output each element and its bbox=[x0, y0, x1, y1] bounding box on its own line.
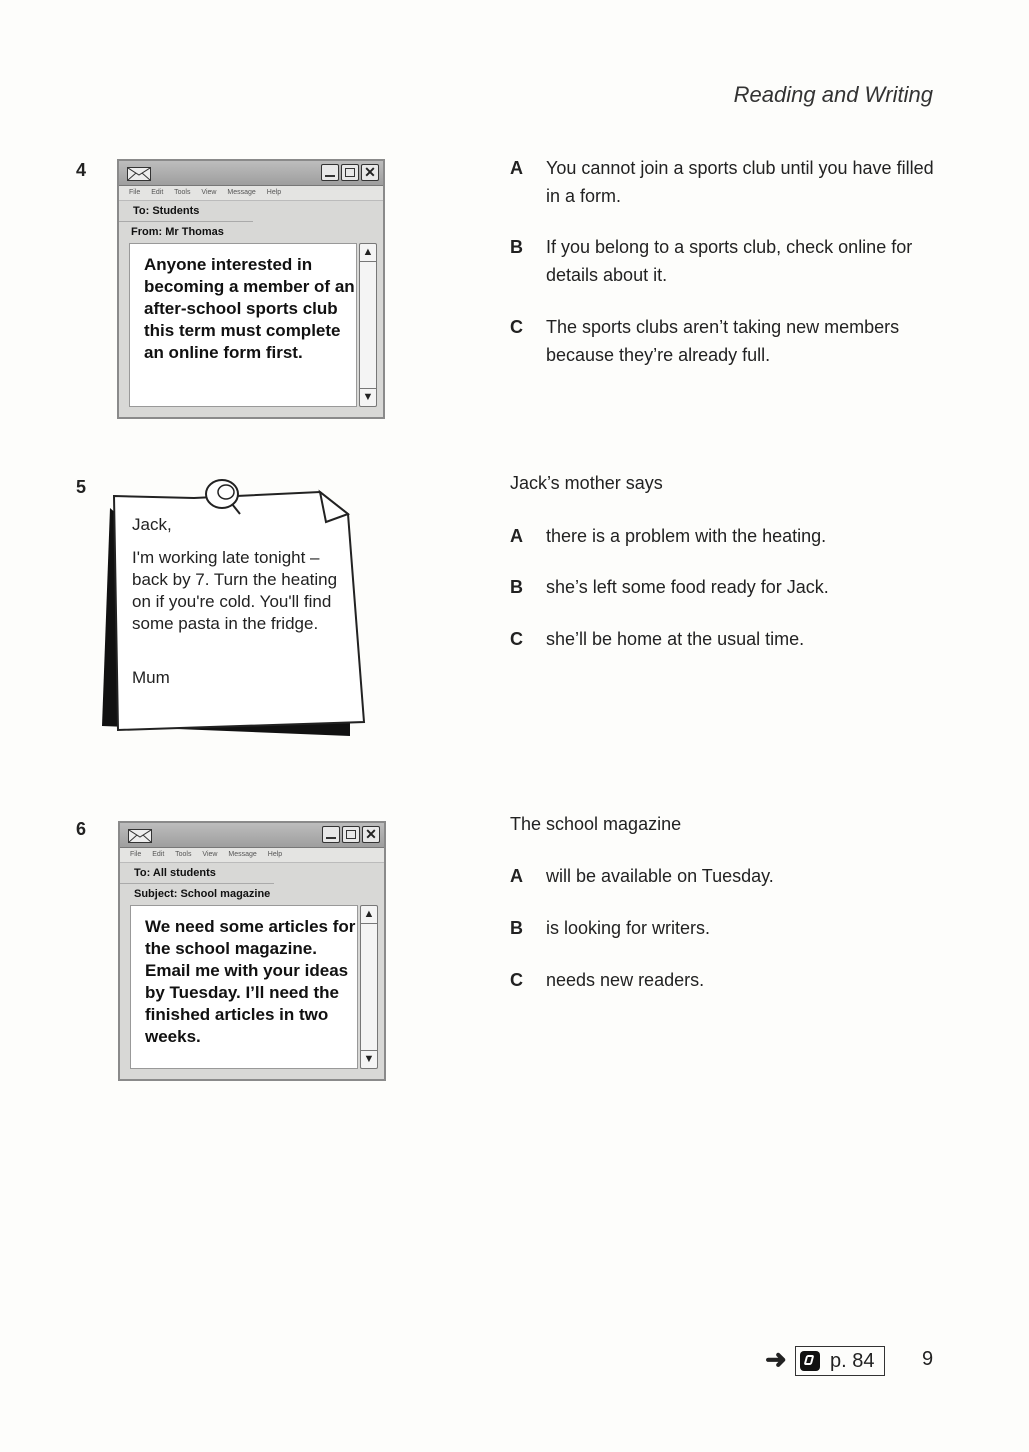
note-body: I'm working late tonight – back by 7. Turn the heating on if you're cold. You'll find some pasta in the fridge. bbox=[132, 548, 338, 633]
note-greeting: Jack, bbox=[132, 515, 172, 534]
option-text: You cannot join a sports club until you have filled in a form. bbox=[546, 158, 934, 206]
email-menubar bbox=[119, 186, 383, 201]
menu-file[interactable]: File bbox=[129, 189, 141, 196]
menu-help[interactable]: Help bbox=[267, 851, 283, 858]
note-signature: Mum bbox=[132, 668, 170, 687]
menu-help[interactable]: Help bbox=[266, 189, 282, 196]
menu-view[interactable]: View bbox=[202, 851, 218, 858]
menu-edit[interactable]: Edit bbox=[151, 189, 164, 196]
arrow-right-icon: ➜ bbox=[765, 1344, 787, 1374]
option-text: there is a problem with the heating. bbox=[546, 526, 827, 546]
email-window-q6 bbox=[118, 821, 386, 1081]
email-subject-line: Subject: School magazine bbox=[134, 888, 271, 900]
option-letter: C bbox=[510, 970, 523, 990]
email-scrollbar[interactable] bbox=[360, 905, 378, 1069]
menu-message[interactable]: Message bbox=[228, 851, 257, 858]
menu-file[interactable]: File bbox=[130, 851, 142, 858]
email-window-q4 bbox=[117, 159, 385, 419]
option-text: The sports clubs aren’t taking new members because they’re already full. bbox=[546, 317, 900, 365]
minimize-icon[interactable] bbox=[322, 826, 340, 843]
option-letter: A bbox=[510, 158, 523, 178]
close-icon[interactable]: ✕ bbox=[362, 826, 380, 843]
chevron-up-icon[interactable]: ▲ bbox=[360, 244, 376, 262]
menu-tools[interactable]: Tools bbox=[174, 189, 191, 196]
envelope-icon bbox=[128, 829, 152, 843]
option-text: needs new readers. bbox=[546, 970, 705, 990]
option-letter: A bbox=[510, 866, 523, 886]
email-from-line: From: Mr Thomas bbox=[131, 226, 224, 238]
option-text: If you belong to a sports club, check online for details about it. bbox=[546, 237, 913, 285]
option-text: she’s left some food ready for Jack. bbox=[546, 577, 829, 597]
option-letter: A bbox=[510, 526, 523, 546]
option-letter: B bbox=[510, 577, 523, 597]
email-menubar bbox=[120, 848, 384, 863]
option-text: will be available on Tuesday. bbox=[546, 866, 774, 886]
envelope-icon bbox=[127, 167, 151, 181]
question-stem-6: The school magazine bbox=[510, 814, 682, 834]
email-titlebar bbox=[119, 161, 383, 186]
email-body: Anyone interested in becoming a member of an after-school sports club this term must complete an online form first. bbox=[129, 243, 357, 407]
reference-page: p. 84 bbox=[830, 1350, 875, 1372]
email-scrollbar[interactable] bbox=[359, 243, 377, 407]
chevron-down-icon[interactable]: ▼ bbox=[361, 1050, 377, 1068]
email-to-line: To: All students bbox=[120, 863, 274, 884]
chevron-down-icon[interactable]: ▼ bbox=[360, 388, 376, 406]
email-to-line: To: Students bbox=[119, 201, 253, 222]
question-stem-5: Jack’s mother says bbox=[510, 473, 663, 493]
option-letter: B bbox=[510, 918, 523, 938]
menu-tools[interactable]: Tools bbox=[175, 851, 192, 858]
option-text: is looking for writers. bbox=[546, 918, 711, 938]
question-number-6: 6 bbox=[76, 819, 87, 839]
question-number-4: 4 bbox=[76, 160, 87, 180]
maximize-icon[interactable] bbox=[341, 164, 359, 181]
chevron-up-icon[interactable]: ▲ bbox=[361, 906, 377, 924]
page-number: 9 bbox=[922, 1348, 934, 1370]
page-header-title: Reading and Writing bbox=[733, 82, 933, 107]
menu-edit[interactable]: Edit bbox=[152, 851, 165, 858]
option-letter: C bbox=[510, 629, 523, 649]
cross-reference-link[interactable] bbox=[795, 1346, 885, 1376]
close-icon[interactable]: ✕ bbox=[361, 164, 379, 181]
maximize-icon[interactable] bbox=[342, 826, 360, 843]
workbook-icon bbox=[800, 1351, 820, 1371]
menu-view[interactable]: View bbox=[201, 189, 217, 196]
question-number-5: 5 bbox=[76, 477, 87, 497]
minimize-icon[interactable] bbox=[321, 164, 339, 181]
email-body: We need some articles for the school magazine. Email me with your ideas by Tuesday. I’ll need the finished articles in two weeks. bbox=[130, 905, 358, 1069]
option-letter: C bbox=[510, 317, 523, 337]
menu-message[interactable]: Message bbox=[227, 189, 256, 196]
email-titlebar bbox=[120, 823, 384, 848]
option-letter: B bbox=[510, 237, 523, 257]
option-text: she’ll be home at the usual time. bbox=[546, 629, 805, 649]
